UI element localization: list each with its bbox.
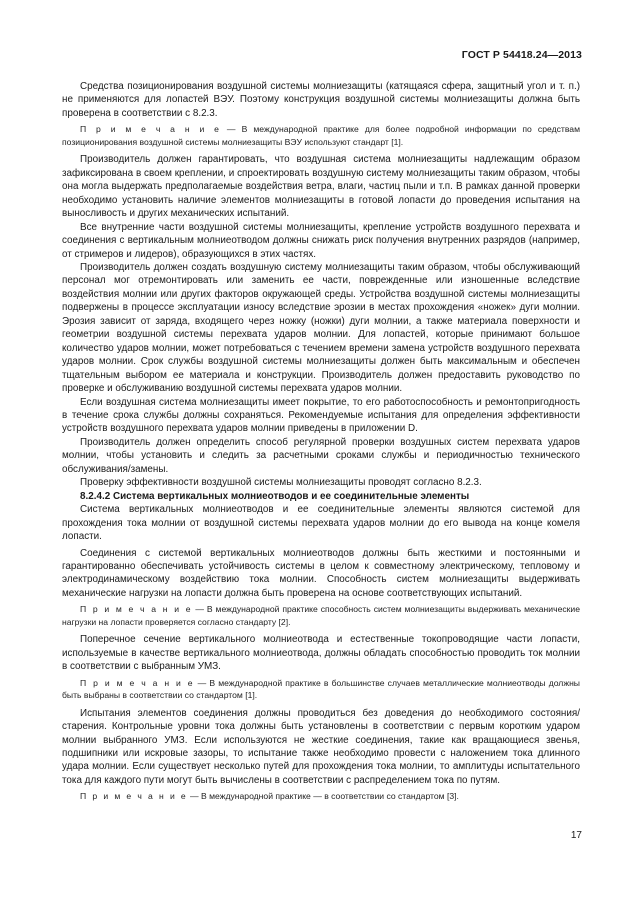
paragraph: Если воздушная система молниезащиты имеет покрытие, то его работоспособность и ремонтопригодность в течение срока службы должны сохраняться. Рекомендуемые испытания для определения эффективности устройств воздушного перехвата ударов молнии приведены в приложении D. xyxy=(62,396,580,435)
note xyxy=(62,677,580,702)
note xyxy=(62,123,580,148)
note xyxy=(62,790,580,803)
note-label: П р и м е ч а н и е xyxy=(80,791,188,802)
paragraph: Средства позиционирования воздушной системы молниезащиты (катящаяся сфера, защитный угол и т. п.) не применяются для лопастей ВЭУ. Поэтому конструкция воздушной системы молниезащиты должна быть проверена в соответствии с 8.2.3. xyxy=(62,81,580,119)
note-label: П р и м е ч а н и е xyxy=(80,677,195,688)
paragraph: Система вертикальных молниеотводов и ее соединительные элементы являются системой для прохождения тока молнии от воздушной системы перехвата ударов молнии до его вывода на конце комеля лопасти. xyxy=(62,504,580,543)
section-heading: 8.2.4.2 Система вертикальных молниеотводов и ее соединительные элементы xyxy=(80,490,470,502)
page-body xyxy=(62,80,580,808)
note-label: П р и м е ч а н и е xyxy=(80,124,221,135)
note xyxy=(62,603,580,628)
page-number: 17 xyxy=(570,830,582,841)
document-header: ГОСТ Р 54418.24—2013 xyxy=(461,49,582,61)
paragraph: Производитель должен определить способ регулярной проверки воздушных систем перехвата ударов молнии, чтобы установить и следить за расчетными сроками службы и периодичностью технического обслуживания/замены. xyxy=(62,436,580,475)
paragraph: Соединения с системой вертикальных молниеотводов должны быть жесткими и постоянными и гарантированно обеспечивать устойчивость системы в целом к совместному электрическому, тепловому и электродинамическому воздействию тока молнии. Способность систем молниезащиты выдерживать механические нагрузки на лопасти должна быть проверена на основе соответствующих испытаний. xyxy=(62,547,580,599)
paragraph: Производитель должен гарантировать, что воздушная система молниезащиты надлежащим образом зафиксирована в своем креплении, и спроектировать воздушную систему молниезащиты таким образом, чтобы она могла выдержать предполагаемые воздействия ветра, влаги, частиц пыли и т.п. В рамках данной проверки необходимо установить наличие элементов молниезащиты в готовой лопасти до проведения испытания на выносливость и других механических испытаний. xyxy=(62,154,580,220)
note-text: — В международной практике — в соответствии со стандартом [3]. xyxy=(187,791,459,802)
note-text: — В международной практике для более подробной информации по средствам позиционирования воздушной системы молниезащиты ВЭУ используют стандарт [1]. xyxy=(62,124,580,147)
note-text: — В международной практике в большинстве случаев металлические молниеотводы должны быть выбраны в соответствии со стандартом [1]. xyxy=(62,677,580,701)
paragraph: Все внутренние части воздушной системы молниезащиты, крепление устройств воздушного перехвата и соединения с вертикальным молниеотводом должны снижать риск получения внутренних разрядов (например, от стримеров и лидеров), образующихся в этих частях. xyxy=(62,221,580,260)
note-label: П р и м е ч а н и е xyxy=(80,604,193,615)
note-text: — В международной практике способность систем молниезащиты выдерживать механические нагрузки на лопасти проверяется согласно стандарту [2]. xyxy=(62,604,580,627)
paragraph: Производитель должен создать воздушную систему молниезащиты таким образом, чтобы обслуживающий персонал мог отремонтировать или заменить ее части, поврежденные или изношенные вследствие воздействия молнии или других факторов окружающей среды. Устройства воздушной системы молниезащиты подвержены в процессе эксплуатации износу вследствие эрозии в местах прохождения «ножек» дуги молнии. Эрозия зависит от заряда, входящего через ножку (ножки) дуги молнии, а также материала поверхности и геометрии воздушной системы перехвата ударов молнии. Для лопастей, которые принимают большое количество ударов молнии, может потребоваться с течением времени замена устройств воздушного перехвата ударов молнии. Срок службы воздушной системы молниезащиты должен быть максимальным и обеспечен тщательным выбором ее материала и конструкции. Производитель должен предоставить руководство по проверке и обслуживанию воздушной системы перехвата ударов молнии. xyxy=(62,261,580,395)
paragraph: Поперечное сечение вертикального молниеотвода и естественные токопроводящие части лопасти, используемые в качестве вертикального молниеотвода, должны обладать способностью проводить ток молнии в соответствии с выбранным УМЗ. xyxy=(62,634,580,673)
paragraph: Проверку эффективности воздушной системы молниезащиты проводят согласно 8.2.3. xyxy=(80,477,482,489)
paragraph: Испытания элементов соединения должны проводиться без доведения до необходимого состояния/старения. Контрольные уровни тока должны быть установлены в соответствии с первым коротким ударом молнии выбранного УМЗ. Если используются не жесткие соединения, такие как вращающиеся звенья, подшипники или искровые зазоры, то испытание также необходимо провести с наложением тока длинного удара молнии. Если существует несколько путей для прохождения тока молнии, то амплитуды испытательного тока для каждого пути могут быть вычислены в соответствии с распределением тока по путям. xyxy=(62,707,580,786)
